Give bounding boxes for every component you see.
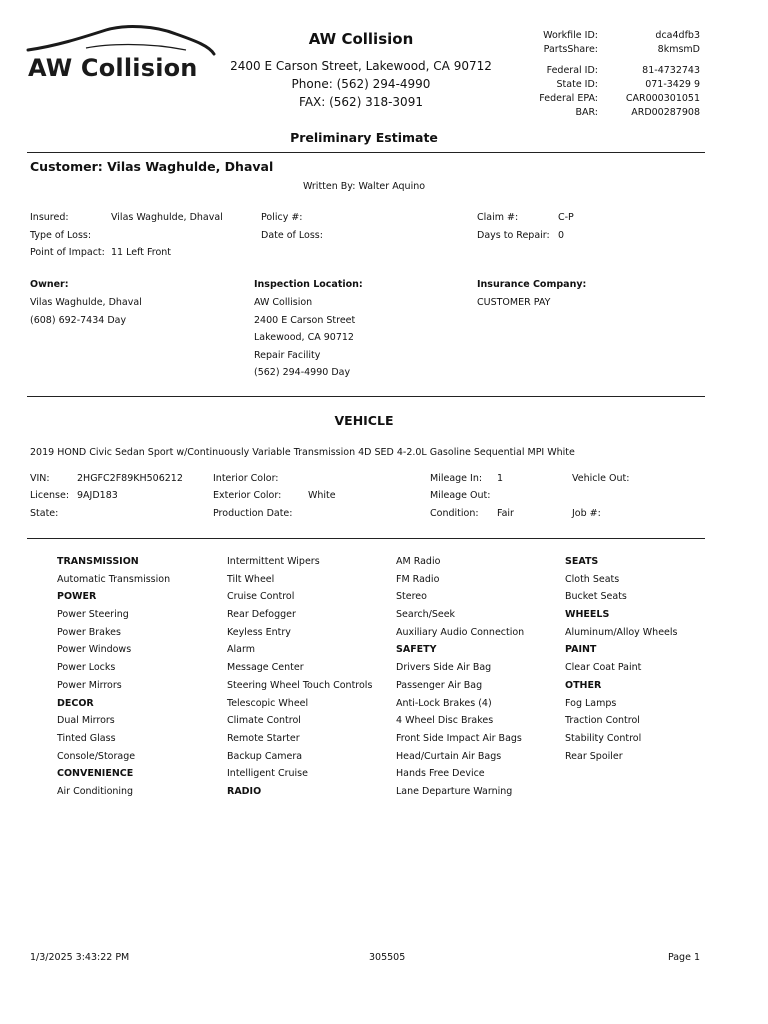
option-item: Message Center — [227, 662, 304, 674]
option-category-heading: RADIO — [227, 785, 262, 797]
option-item: Aluminum/Alloy Wheels — [565, 626, 678, 638]
option-item: Dual Mirrors — [57, 715, 115, 727]
option-item: Tilt Wheel — [227, 573, 275, 585]
federal-id-label: Federal ID: — [546, 65, 598, 76]
owner-line: Vilas Waghulde, Dhaval — [30, 297, 142, 308]
divider — [27, 396, 705, 397]
policy-label: Policy #: — [261, 212, 303, 223]
option-item: Tinted Glass — [57, 732, 116, 744]
option-item: Intermittent Wipers — [227, 556, 320, 567]
point-of-impact-label: Point of Impact: — [30, 247, 105, 258]
state-id-value: 071-3429 9 — [645, 79, 700, 90]
condition-value: Fair — [497, 508, 514, 519]
option-item: Anti-Lock Brakes (4) — [396, 697, 492, 709]
company-logo — [26, 24, 218, 86]
vin-label: VIN: — [30, 473, 50, 484]
divider — [27, 538, 705, 539]
option-item: 4 Wheel Disc Brakes — [396, 715, 494, 727]
vehicle-heading: VEHICLE — [334, 413, 394, 428]
option-item: Front Side Impact Air Bags — [396, 732, 522, 744]
bar-label: BAR: — [575, 107, 598, 118]
option-item: Rear Defogger — [227, 609, 296, 621]
option-item: Fog Lamps — [565, 697, 617, 709]
insured-value: Vilas Waghulde, Dhaval — [111, 212, 223, 223]
insured-label: Insured: — [30, 212, 69, 223]
option-item: Search/Seek — [396, 609, 456, 621]
option-category-heading: DECOR — [57, 697, 94, 709]
license-value: 9AJD183 — [77, 490, 118, 501]
federal-epa-label: Federal EPA: — [539, 93, 598, 104]
option-category-heading: PAINT — [565, 644, 597, 656]
option-item: Power Brakes — [57, 626, 121, 638]
exterior-color-value: White — [308, 490, 336, 501]
insurance-heading: Insurance Company: — [477, 279, 587, 290]
production-date-label: Production Date: — [213, 508, 293, 519]
vehicle-out-label: Vehicle Out: — [572, 473, 630, 484]
option-item: Air Conditioning — [57, 785, 134, 797]
inspection-line: 2400 E Carson Street — [254, 315, 356, 326]
inspection-line: Repair Facility — [254, 350, 321, 361]
option-item: Climate Control — [227, 715, 301, 727]
shop-phone: Phone: (562) 294-4990 — [291, 77, 431, 91]
option-item: AM Radio — [396, 556, 441, 567]
option-item: Intelligent Cruise — [227, 768, 308, 780]
option-item: Stability Control — [565, 732, 642, 744]
mileage-out-label: Mileage Out: — [430, 490, 491, 501]
customer-name: Customer: Vilas Waghulde, Dhaval — [30, 159, 274, 174]
option-item: Remote Starter — [227, 732, 300, 744]
option-item: Cloth Seats — [565, 573, 620, 585]
inspection-line: AW Collision — [254, 297, 313, 308]
inspection-line: (562) 294-4990 Day — [254, 367, 351, 378]
option-category-heading: POWER — [57, 591, 97, 603]
federal-epa-value: CAR000301051 — [625, 93, 700, 104]
option-item: Clear Coat Paint — [565, 662, 642, 674]
mileage-in-value: 1 — [497, 473, 504, 484]
document-title: Preliminary Estimate — [290, 130, 438, 145]
workfile-id-label: Workfile ID: — [543, 30, 598, 41]
shop-fax: FAX: (562) 318-3091 — [299, 95, 423, 109]
option-item: Steering Wheel Touch Controls — [227, 679, 373, 691]
logo-text: AW Collision — [28, 54, 198, 82]
option-category-heading: WHEELS — [565, 609, 610, 621]
claim-value: C-P — [558, 212, 574, 223]
claim-label: Claim #: — [477, 212, 519, 223]
options-column — [57, 555, 225, 803]
option-item: Traction Control — [565, 715, 640, 727]
footer-code: 305505 — [369, 952, 406, 963]
bar-value: ARD00287908 — [631, 107, 700, 118]
license-label: License: — [30, 490, 70, 501]
option-item: Automatic Transmission — [57, 573, 171, 585]
option-category-heading: TRANSMISSION — [57, 556, 139, 567]
days-to-repair-value: 0 — [558, 230, 565, 241]
mileage-in-label: Mileage In: — [430, 473, 483, 484]
option-item: Power Windows — [57, 644, 132, 656]
vin-value: 2HGFC2F89KH506212 — [77, 473, 183, 484]
option-item: FM Radio — [396, 573, 440, 585]
options-column — [227, 555, 395, 803]
interior-color-label: Interior Color: — [213, 473, 279, 484]
type-of-loss-label: Type of Loss: — [30, 230, 92, 241]
page-number: Page 1 — [667, 952, 700, 963]
option-item: Power Mirrors — [57, 679, 122, 691]
option-item: Rear Spoiler — [565, 750, 623, 762]
condition-label: Condition: — [430, 508, 479, 519]
option-item: Alarm — [227, 644, 255, 656]
shop-address: 2400 E Carson Street, Lakewood, CA 90712 — [230, 59, 492, 73]
vehicle-description: 2019 HOND Civic Sedan Sport w/Continuously Variable Transmission 4D SED 4-2.0L Gasoline Sequential MPI White — [30, 447, 575, 458]
job-number-label: Job #: — [572, 508, 601, 519]
exterior-color-label: Exterior Color: — [213, 490, 282, 501]
owner-heading: Owner: — [30, 279, 69, 290]
option-item: Console/Storage — [57, 750, 136, 762]
owner-line: (608) 692-7434 Day — [30, 315, 127, 326]
days-to-repair-label: Days to Repair: — [477, 230, 550, 241]
option-category-heading: SEATS — [565, 556, 599, 567]
federal-id-value: 81-4732743 — [642, 65, 700, 76]
option-category-heading: SAFETY — [396, 644, 437, 656]
option-item: Power Steering — [57, 609, 129, 621]
state-id-label: State ID: — [556, 79, 598, 90]
option-item: Head/Curtain Air Bags — [396, 750, 502, 762]
state-label: State: — [30, 508, 59, 519]
workfile-id-value: dca4dfb3 — [655, 30, 700, 41]
option-category-heading: OTHER — [565, 679, 602, 691]
divider — [27, 152, 705, 153]
option-item: Auxiliary Audio Connection — [396, 626, 525, 638]
option-item: Passenger Air Bag — [396, 679, 483, 691]
inspection-line: Lakewood, CA 90712 — [254, 332, 354, 343]
option-category-heading: CONVENIENCE — [57, 768, 134, 780]
option-item: Bucket Seats — [565, 591, 627, 603]
option-item: Lane Departure Warning — [396, 785, 513, 797]
option-item: Cruise Control — [227, 591, 295, 603]
option-item: Stereo — [396, 591, 427, 603]
point-of-impact-value: 11 Left Front — [111, 247, 172, 258]
partsshare-label: PartsShare: — [543, 44, 598, 55]
inspection-heading: Inspection Location: — [254, 279, 363, 290]
option-item: Keyless Entry — [227, 626, 291, 638]
insurance-line: CUSTOMER PAY — [477, 297, 551, 308]
partsshare-value: 8kmsmD — [657, 44, 700, 55]
shop-name: AW Collision — [308, 30, 414, 48]
option-item: Drivers Side Air Bag — [396, 662, 492, 674]
option-item: Hands Free Device — [396, 768, 485, 780]
option-item: Telescopic Wheel — [227, 697, 309, 709]
option-item: Backup Camera — [227, 750, 303, 762]
options-column — [396, 555, 564, 803]
footer-datetime: 1/3/2025 3:43:22 PM — [30, 952, 130, 963]
option-item: Power Locks — [57, 662, 116, 674]
written-by: Written By: Walter Aquino — [302, 181, 426, 192]
options-column — [565, 555, 733, 767]
date-of-loss-label: Date of Loss: — [261, 230, 323, 241]
